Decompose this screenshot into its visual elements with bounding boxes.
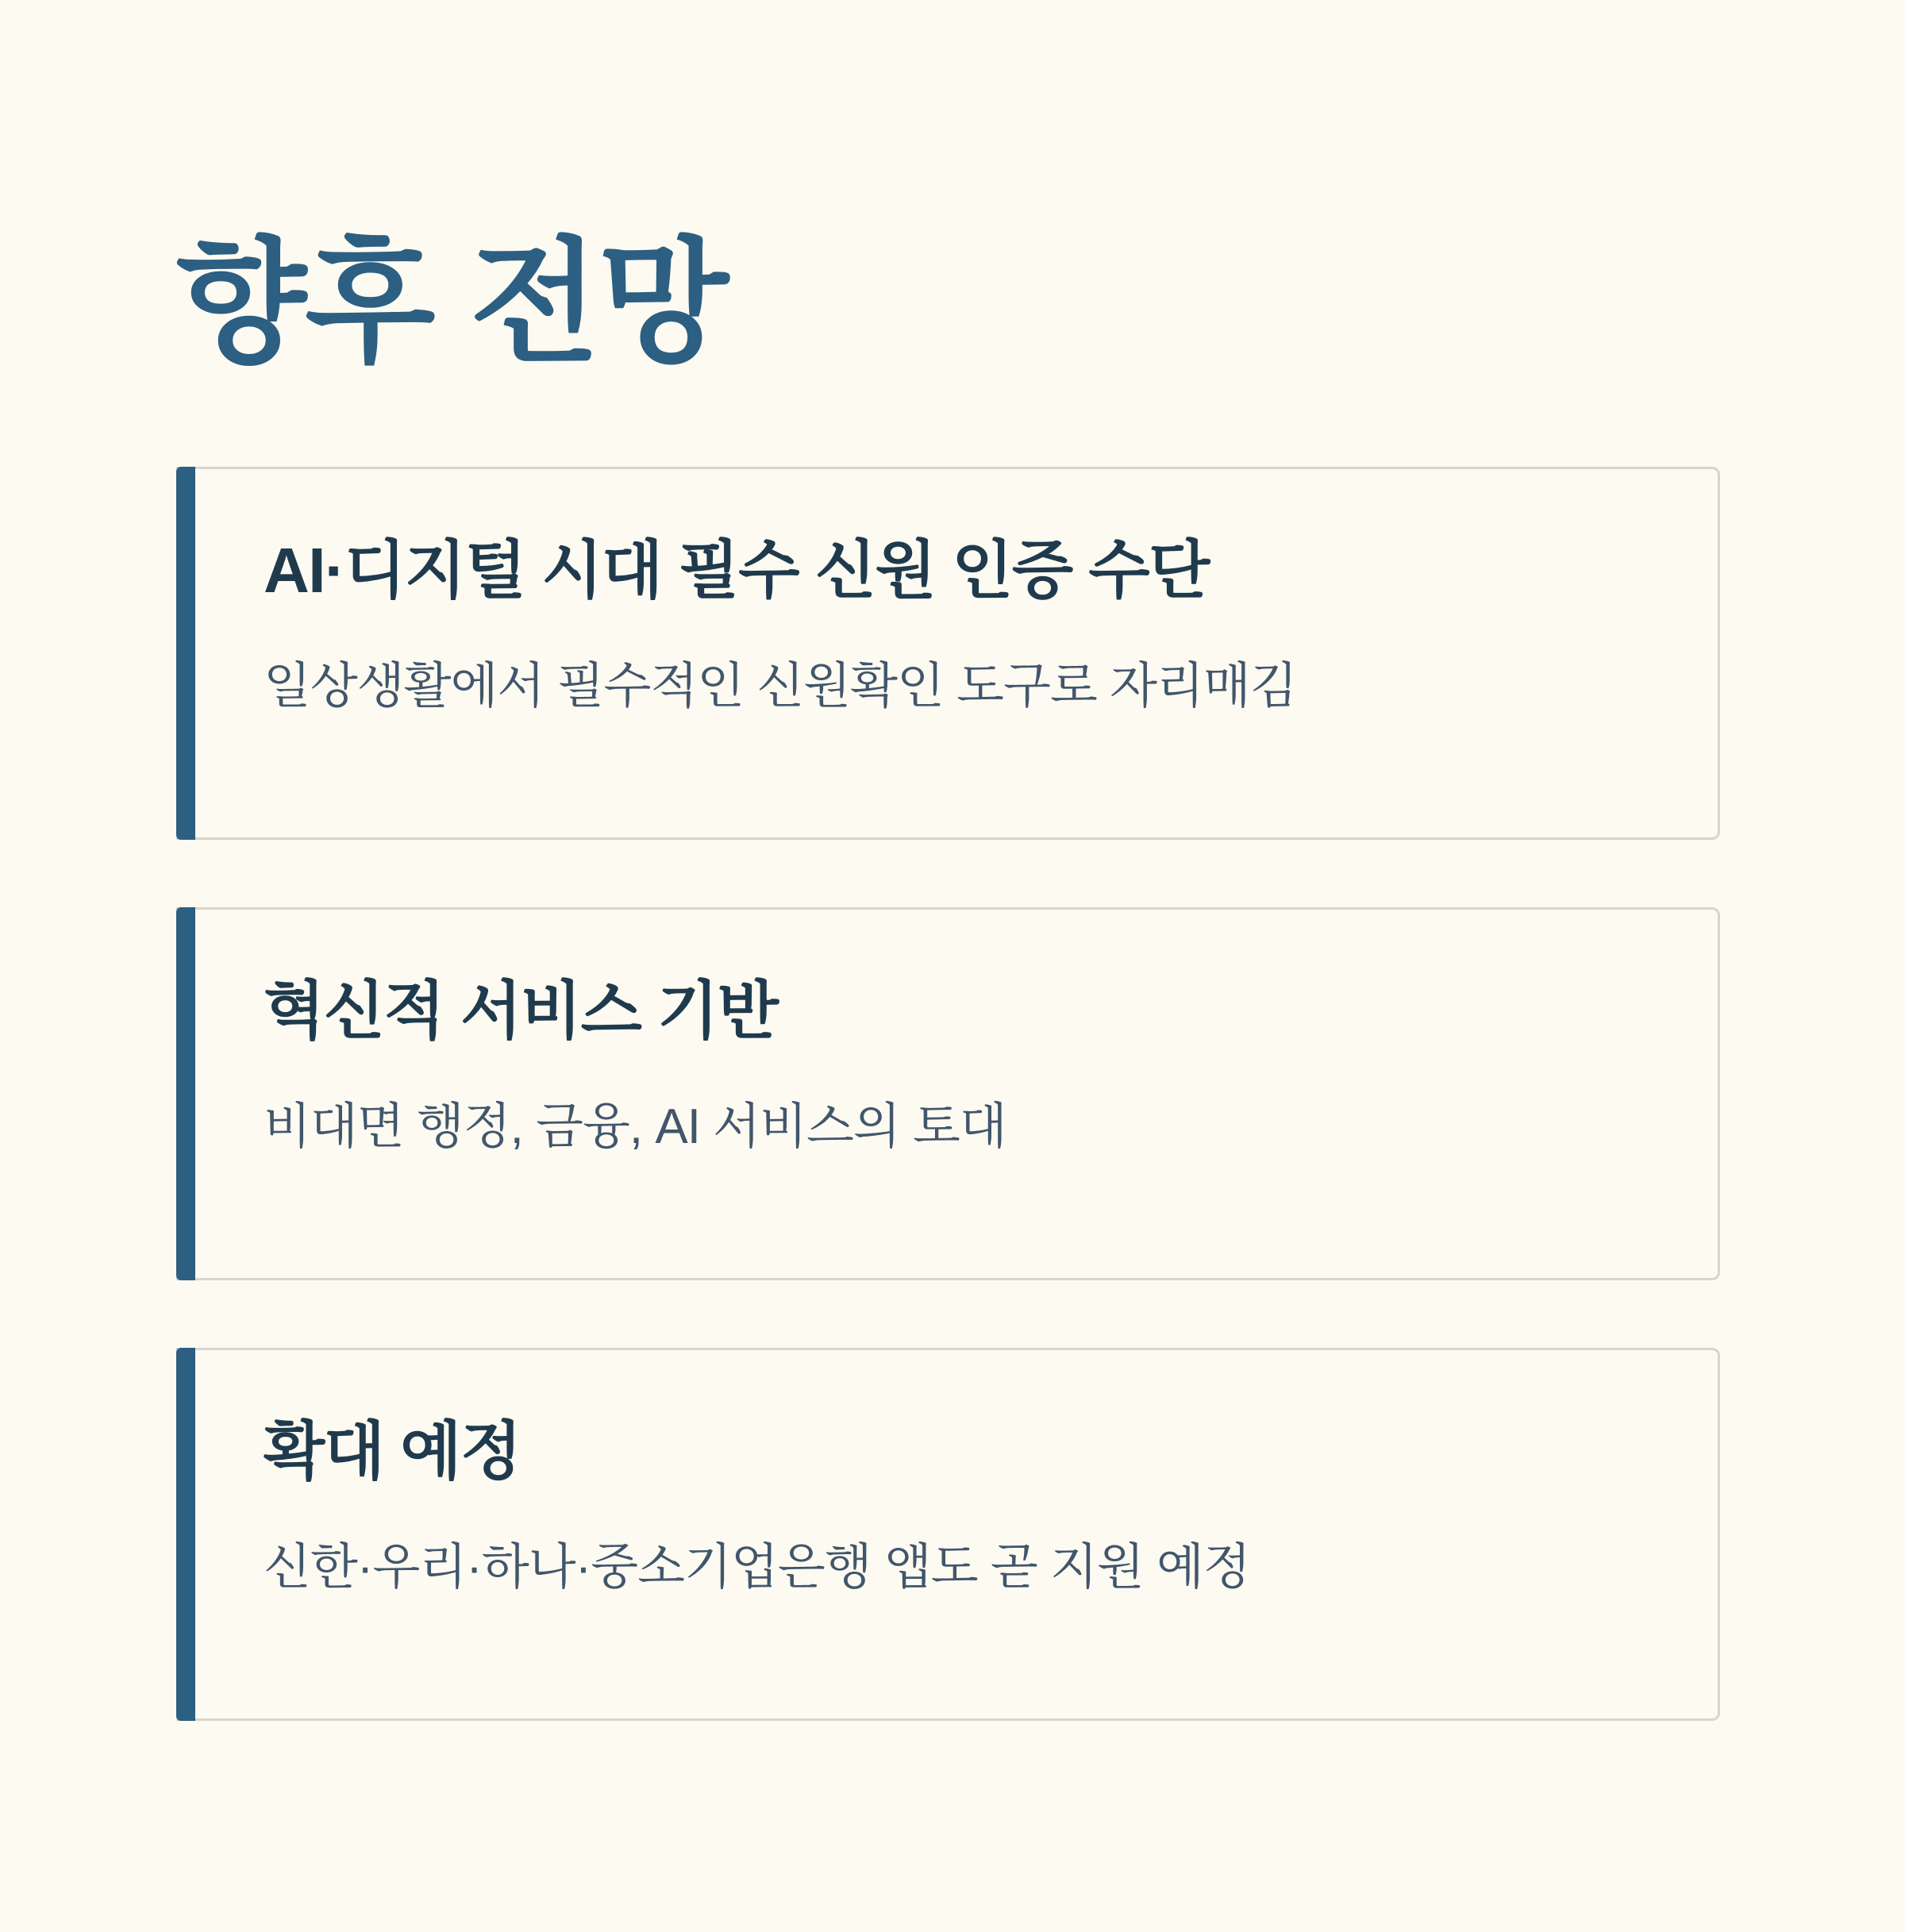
card-description: 비대면 행정, 금융, AI 서비스의 토대	[264, 1099, 1006, 1154]
accent-bar	[176, 1348, 195, 1721]
card-title: AI·디지털 시대 필수 신원 인증 수단	[264, 535, 1209, 606]
outlook-card-1	[176, 467, 1720, 840]
outlook-card-3	[176, 1348, 1720, 1721]
page-title: 향후 전망	[176, 227, 728, 379]
card-description: 일상생활에서 필수적인 신원확인 도구로 자리매김	[264, 659, 1297, 714]
card-list	[176, 467, 1720, 1721]
outlook-card-2	[176, 907, 1720, 1280]
card-title: 혁신적 서비스 기반	[264, 976, 778, 1046]
card-title: 확대 예정	[264, 1416, 521, 1487]
accent-bar	[176, 467, 195, 840]
card-description: 신한·우리·하나·중소기업은행 앱도 곧 지원 예정	[264, 1540, 1250, 1595]
accent-bar	[176, 907, 195, 1280]
